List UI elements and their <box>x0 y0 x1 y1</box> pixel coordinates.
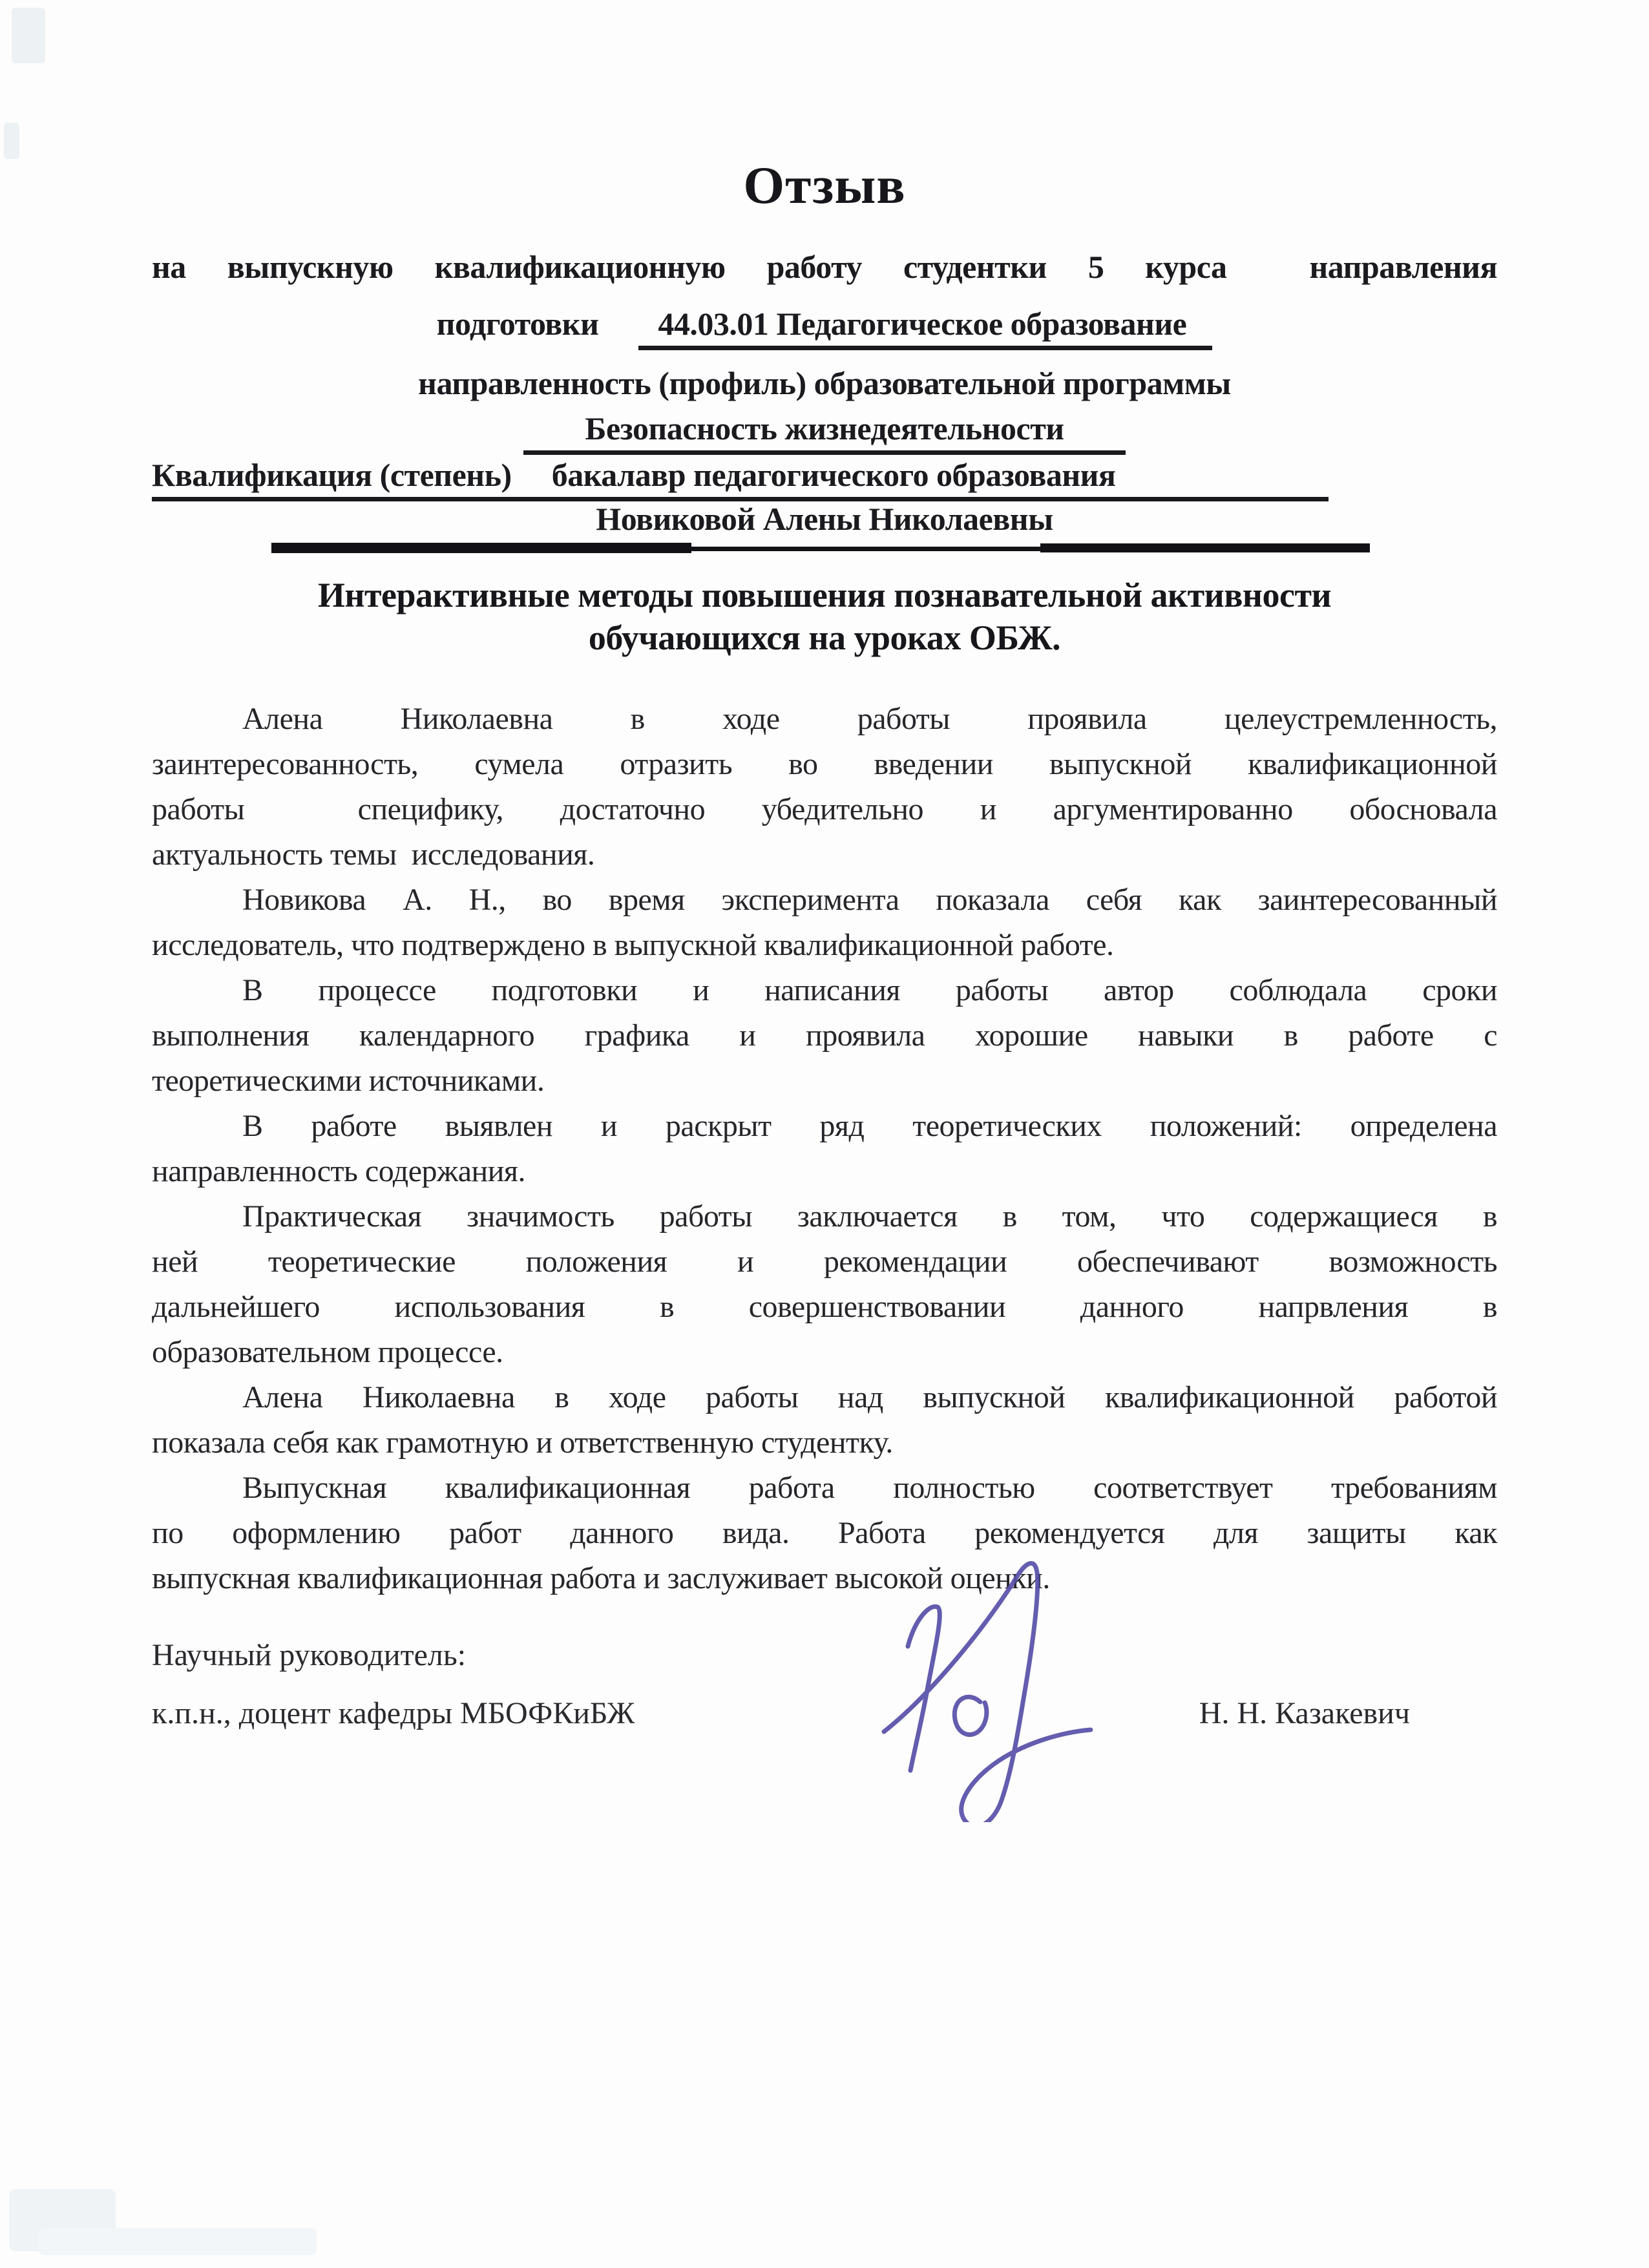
header-line-profile-value <box>152 408 1497 448</box>
supervisor-label: Научный руководитель: <box>152 1638 467 1672</box>
paragraph-line: Алена Николаевна в ходе работы над выпускной квалификационной работой <box>242 1380 1497 1414</box>
underline-segment <box>271 543 691 553</box>
paragraph-line: заинтересованность, сумела отразить во введении выпускной квалификационной <box>152 747 1497 781</box>
paragraph-line: В процессе подготовки и написания работы автор соблюдала сроки <box>242 973 1497 1007</box>
scan-smudge <box>39 2228 317 2255</box>
underline-segment <box>691 547 1040 551</box>
header-line-program <box>152 304 1497 344</box>
paragraph-line: показала себя как грамотную и ответственную студентку. <box>152 1425 893 1460</box>
paragraph-line: актуальность темы исследования. <box>152 837 595 872</box>
paragraph-line: дальнейшего использования в совершенствовании данного напрвления в <box>152 1290 1497 1324</box>
handwritten-signature <box>846 1544 1105 1822</box>
work-title-line2: обучающихся на уроках ОБЖ. <box>588 618 1061 657</box>
paragraph-line: работы специфику, достаточно убедительно и аргументированно обосновала <box>152 792 1497 826</box>
header-line-profile: направленность (профиль) образовательной программы <box>418 365 1231 401</box>
student-name-line <box>152 500 1497 554</box>
scan-smudge <box>12 8 45 63</box>
review-body <box>152 697 1497 1601</box>
paragraph-line: выпускная квалификационная работа и заслуживает высокой оценки. <box>152 1561 1050 1595</box>
paragraph-line: В работе выявлен и раскрыт ряд теоретических положений: определена <box>242 1109 1497 1143</box>
program-label: подготовки <box>436 306 599 342</box>
paragraph-line: выполнения календарного графика и проявила хорошие навыки в работе с <box>152 1018 1497 1053</box>
header-line-thesis: на выпускную квалификационную работу студентки 5 курса направления <box>152 249 1497 285</box>
qualification-label: Квалификация (степень) <box>152 457 512 493</box>
paragraph-line: Выпускная квалификационная работа полностью соответствует требованиям <box>242 1471 1497 1505</box>
work-title-line1: Интерактивные методы повышения познавательной активности <box>317 576 1332 614</box>
paragraph-line: по оформлению работ данного вида. Работа рекомендуется для защиты как <box>152 1516 1497 1550</box>
supervisor-name: Н. Н. Казакевич <box>1199 1696 1410 1730</box>
signature-row <box>152 1696 1497 1732</box>
paragraph-line: исследователь, что подтверждено в выпускной квалификационной работе. <box>152 928 1114 962</box>
paragraph-line: Алена Николаевна в ходе работы проявила целеустремленность, <box>242 702 1497 736</box>
qualification-value: бакалавр педагогического образования <box>551 457 1116 493</box>
header-line-qualification <box>152 455 1497 495</box>
supervisor-position: к.п.н., доцент кафедры МБОФКиБЖ <box>152 1696 635 1730</box>
scan-smudge <box>4 123 19 159</box>
program-value-underlined: 44.03.01 Педагогическое образование <box>638 306 1212 350</box>
paragraph-line: образовательном процессе. <box>152 1335 503 1369</box>
student-name: Новиковой Алены Николаевны <box>596 501 1053 537</box>
paragraph-line: теоретическими источниками. <box>152 1064 545 1098</box>
paragraph-line: Практическая значимость работы заключается в том, что содержащиеся в <box>242 1199 1497 1234</box>
page-title: Отзыв <box>743 156 906 215</box>
qualification-underlined <box>152 457 1329 501</box>
underline-segment <box>1040 543 1370 552</box>
paragraph-line: ней теоретические положения и рекомендации обеспечивают возможность <box>152 1244 1497 1279</box>
paragraph-line: Новикова А. Н., во время эксперимента показала себя как заинтересованный <box>242 883 1497 917</box>
profile-value-underlined: Безопасность жизнедеятельности <box>523 410 1125 455</box>
work-title <box>152 574 1497 659</box>
paragraph-line: направленность содержания. <box>152 1154 525 1188</box>
